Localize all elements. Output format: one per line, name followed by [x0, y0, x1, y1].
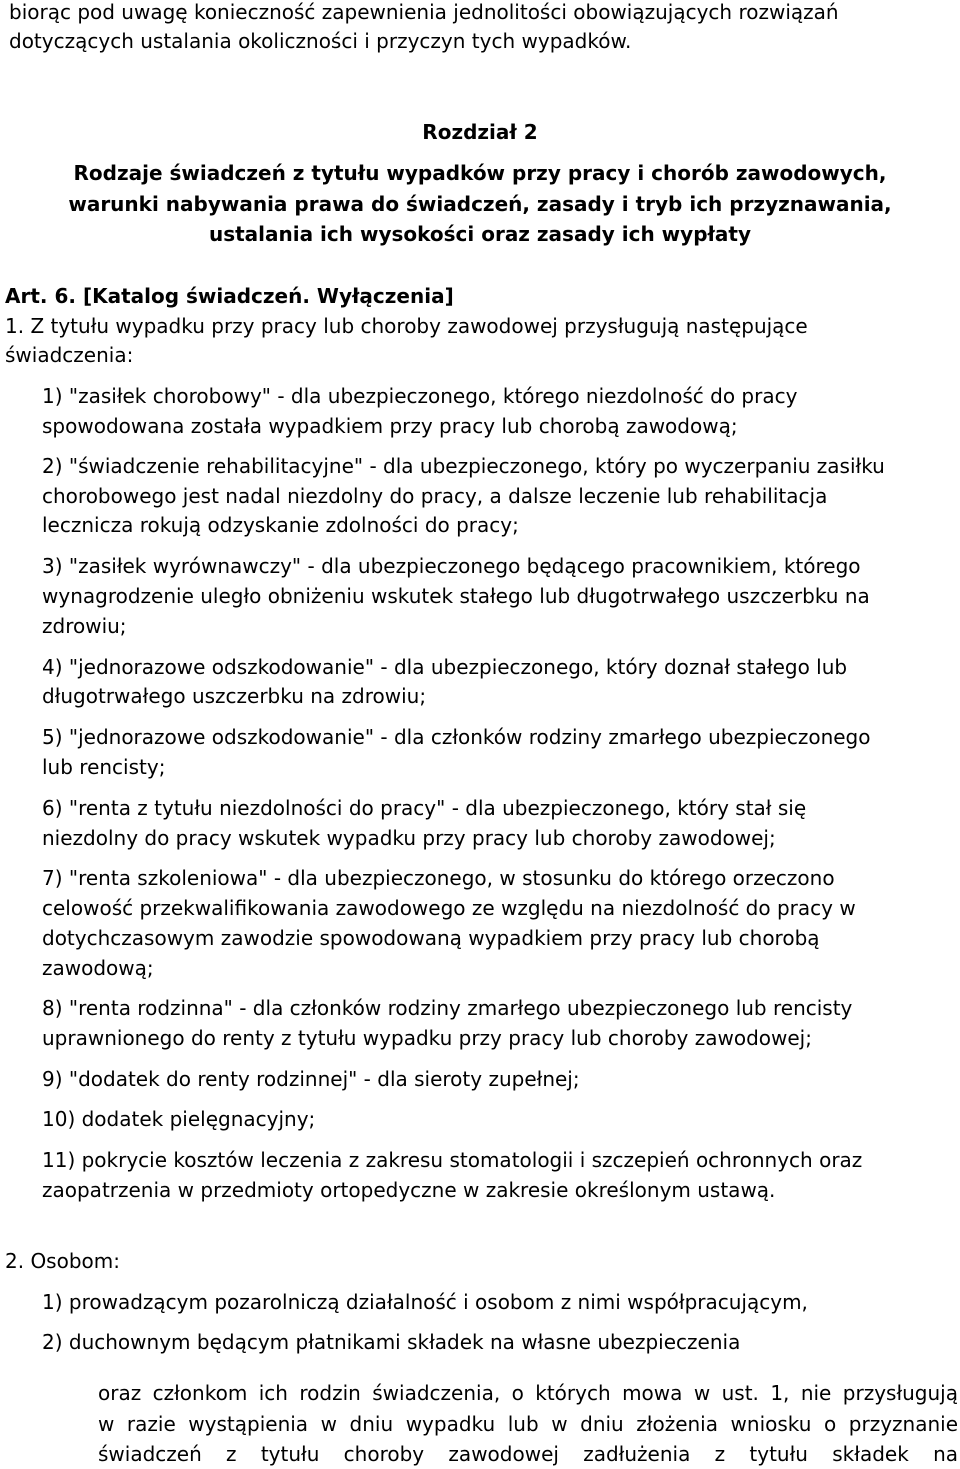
list-item-11-line-1: 11) pokrycie kosztów leczenia z zakresu stomatologii i szczepień ochronnych oraz: [42, 1148, 863, 1172]
list-item-3-line-1: 3) "zasiłek wyrównawczy" - dla ubezpieczonego będącego pracownikiem, którego: [42, 554, 861, 578]
list-item-7-line-1: 7) "renta szkoleniowa" - dla ubezpieczonego, w stosunku do którego orzeczono: [42, 866, 835, 890]
chapter-title-line-1: Rodzaje świadczeń z tytułu wypadków przy pracy i chorób zawodowych,: [73, 161, 887, 185]
intro-line-2: dotyczących ustalania okoliczności i przyczyn tych wypadków.: [9, 29, 632, 53]
intro-line-1: biorąc pod uwagę konieczność zapewnienia jednolitości obowiązujących rozwiązań: [9, 0, 839, 24]
list-item-3-line-2: wynagrodzenie uległo obniżeniu wskutek stałego lub długotrwałego uszczerbku na: [42, 584, 870, 608]
list-item-1-line-1: 1) "zasiłek chorobowy" - dla ubezpieczonego, którego niezdolność do pracy: [42, 384, 798, 408]
list-item-7-line-3: dotychczasowym zawodzie spowodowaną wypadkiem przy pracy lub chorobą: [42, 926, 820, 950]
list-item-9: 9) "dodatek do renty rodzinnej" - dla sieroty zupełnej;: [42, 1067, 580, 1091]
tail-line-2: w razie wystąpienia w dniu wypadku lub w dniu złożenia wniosku o przyznanie: [98, 1412, 958, 1436]
list-item-1-line-2: spowodowana została wypadkiem przy pracy lub chorobą zawodową;: [42, 414, 738, 438]
paragraph-2-item-2: 2) duchownym będącym płatnikami składek na własne ubezpieczenia: [42, 1330, 741, 1354]
chapter-title-line-2: warunki nabywania prawa do świadczeń, zasady i tryb ich przyznawania,: [68, 192, 892, 216]
list-item-7-line-2: celowość przekwalifikowania zawodowego ze względu na niezdolność do pracy w: [42, 896, 856, 920]
paragraph-1-line-2: świadczenia:: [5, 343, 134, 367]
list-item-5-line-1: 5) "jednorazowe odszkodowanie" - dla członków rodziny zmarłego ubezpieczonego: [42, 725, 871, 749]
list-item-10: 10) dodatek pielęgnacyjny;: [42, 1107, 316, 1131]
list-item-6-line-1: 6) "renta z tytułu niezdolności do pracy" - dla ubezpieczonego, który stał się: [42, 796, 807, 820]
chapter-title-line-3: ustalania ich wysokości oraz zasady ich wypłaty: [208, 222, 752, 246]
list-item-3-line-3: zdrowiu;: [42, 614, 127, 638]
list-item-4-line-1: 4) "jednorazowe odszkodowanie" - dla ubezpieczonego, który doznał stałego lub: [42, 655, 848, 679]
list-item-11-line-2: zaopatrzenia w przedmioty ortopedyczne w zakresie określonym ustawą.: [42, 1178, 776, 1202]
list-item-8-line-1: 8) "renta rodzinna" - dla członków rodziny zmarłego ubezpieczonego lub rencisty: [42, 996, 853, 1020]
chapter-number: Rozdział 2: [422, 120, 538, 144]
list-item-8-line-2: uprawnionego do renty z tytułu wypadku przy pracy lub choroby zawodowej;: [42, 1026, 812, 1050]
paragraph-2: 2. Osobom:: [5, 1249, 120, 1273]
article-heading: Art. 6. [Katalog świadczeń. Wyłączenia]: [5, 284, 454, 308]
list-item-4-line-2: długotrwałego uszczerbku na zdrowiu;: [42, 684, 427, 708]
list-item-2-line-2: chorobowego jest nadal niezdolny do pracy, a dalsze leczenie lub rehabilitacja: [42, 484, 828, 508]
list-item-2-line-3: lecznicza rokują odzyskanie zdolności do pracy;: [42, 513, 519, 537]
list-item-7-line-4: zawodową;: [42, 956, 154, 980]
paragraph-1-line-1: 1. Z tytułu wypadku przy pracy lub choroby zawodowej przysługują następujące: [5, 314, 808, 338]
tail-line-3: świadczeń z tytułu choroby zawodowej zadłużenia z tytułu składek na: [98, 1442, 958, 1466]
list-item-5-line-2: lub rencisty;: [42, 755, 166, 779]
paragraph-2-item-1: 1) prowadzącym pozarolniczą działalność i osobom z nimi współpracującym,: [42, 1290, 808, 1314]
list-item-6-line-2: niezdolny do pracy wskutek wypadku przy pracy lub choroby zawodowej;: [42, 826, 776, 850]
list-item-2-line-1: 2) "świadczenie rehabilitacyjne" - dla ubezpieczonego, który po wyczerpaniu zasiłku: [42, 454, 885, 478]
tail-line-1: oraz członkom ich rodzin świadczenia, o których mowa w ust. 1, nie przysługują: [98, 1381, 958, 1405]
